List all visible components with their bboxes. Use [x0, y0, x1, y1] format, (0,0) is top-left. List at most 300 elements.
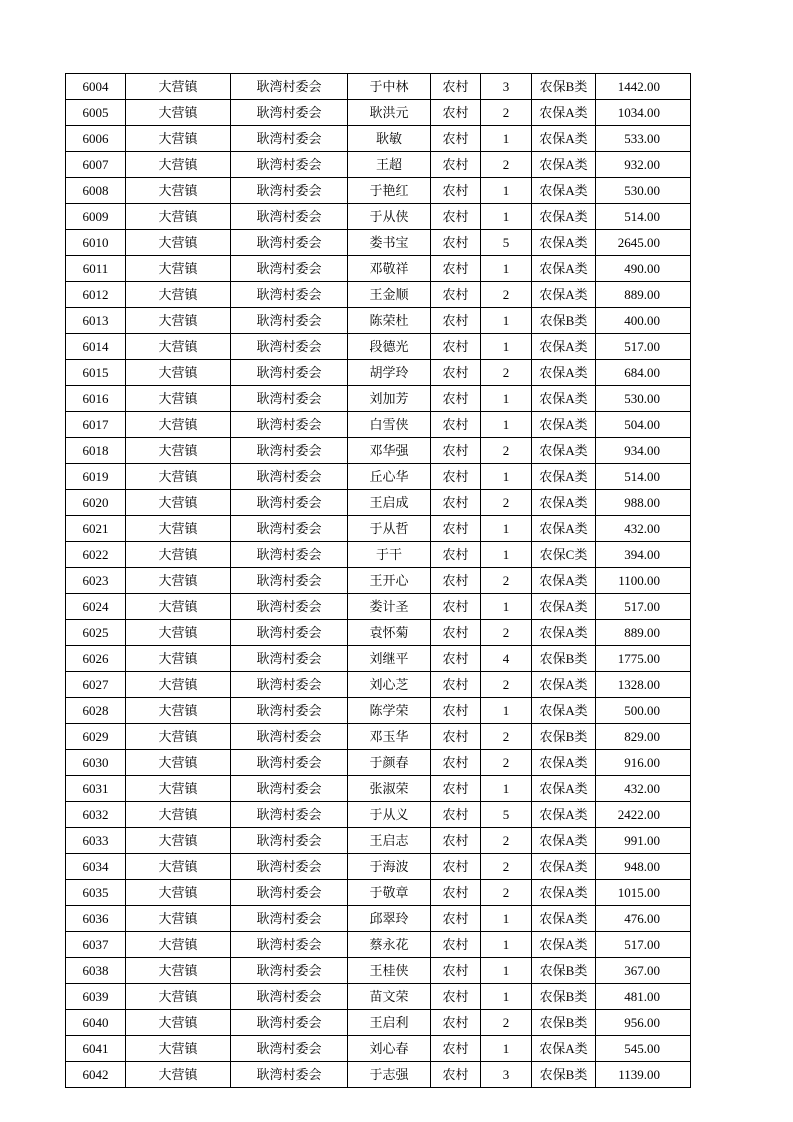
table-cell: 邱翠玲 [348, 906, 431, 932]
table-cell: 农村 [431, 516, 481, 542]
table-cell: 于艳红 [348, 178, 431, 204]
table-cell: 400.00 [596, 308, 691, 334]
table-row [66, 646, 691, 672]
table-cell: 农保B类 [532, 724, 596, 750]
table-cell: 农村 [431, 334, 481, 360]
table-row [66, 802, 691, 828]
table-row [66, 724, 691, 750]
table-cell: 533.00 [596, 126, 691, 152]
table-cell: 袁怀菊 [348, 620, 431, 646]
table-cell: 2 [481, 360, 532, 386]
table-cell: 农保A类 [532, 282, 596, 308]
table-cell: 大营镇 [126, 490, 231, 516]
table-cell: 农保A类 [532, 334, 596, 360]
table-cell: 农保A类 [532, 568, 596, 594]
table-cell: 王超 [348, 152, 431, 178]
table-cell: 1015.00 [596, 880, 691, 906]
table-cell: 耿湾村委会 [231, 984, 348, 1010]
table-cell: 1 [481, 542, 532, 568]
table-cell: 耿湾村委会 [231, 308, 348, 334]
table-cell: 大营镇 [126, 152, 231, 178]
table-cell: 蔡永花 [348, 932, 431, 958]
table-cell: 白雪侠 [348, 412, 431, 438]
table-cell: 于从侠 [348, 204, 431, 230]
table-cell: 1328.00 [596, 672, 691, 698]
table-cell: 耿湾村委会 [231, 568, 348, 594]
table-cell: 耿湾村委会 [231, 620, 348, 646]
table-cell: 农保A类 [532, 932, 596, 958]
table-cell: 684.00 [596, 360, 691, 386]
table-cell: 2 [481, 490, 532, 516]
table-cell: 农保A类 [532, 230, 596, 256]
table-cell: 耿湾村委会 [231, 360, 348, 386]
table-cell: 耿敏 [348, 126, 431, 152]
table-cell: 农村 [431, 672, 481, 698]
table-row [66, 932, 691, 958]
table-cell: 农村 [431, 308, 481, 334]
table-cell: 大营镇 [126, 282, 231, 308]
table-cell: 耿湾村委会 [231, 906, 348, 932]
table-row [66, 100, 691, 126]
table-cell: 农村 [431, 74, 481, 100]
table-cell: 6036 [66, 906, 126, 932]
table-cell: 农村 [431, 438, 481, 464]
table-cell: 王开心 [348, 568, 431, 594]
table-cell: 耿湾村委会 [231, 412, 348, 438]
table-cell: 1 [481, 412, 532, 438]
table-cell: 大营镇 [126, 802, 231, 828]
table-cell: 1 [481, 698, 532, 724]
table-cell: 农保A类 [532, 178, 596, 204]
table-cell: 6004 [66, 74, 126, 100]
table-cell: 大营镇 [126, 1036, 231, 1062]
table-cell: 耿湾村委会 [231, 958, 348, 984]
table-cell: 胡学玲 [348, 360, 431, 386]
table-row [66, 230, 691, 256]
table-cell: 1 [481, 386, 532, 412]
table-cell: 农村 [431, 230, 481, 256]
table-cell: 6034 [66, 854, 126, 880]
table-cell: 于颜春 [348, 750, 431, 776]
table-row [66, 984, 691, 1010]
table-cell: 6040 [66, 1010, 126, 1036]
table-cell: 农村 [431, 646, 481, 672]
table-cell: 大营镇 [126, 204, 231, 230]
table-cell: 6029 [66, 724, 126, 750]
table-cell: 农村 [431, 412, 481, 438]
table-cell: 农村 [431, 698, 481, 724]
table-cell: 2 [481, 100, 532, 126]
table-cell: 517.00 [596, 334, 691, 360]
table-cell: 1139.00 [596, 1062, 691, 1088]
table-cell: 大营镇 [126, 100, 231, 126]
table-cell: 大营镇 [126, 74, 231, 100]
table-cell: 农村 [431, 360, 481, 386]
table-cell: 6014 [66, 334, 126, 360]
table-row [66, 1036, 691, 1062]
table-row [66, 152, 691, 178]
table-cell: 1 [481, 932, 532, 958]
table-row [66, 750, 691, 776]
table-cell: 6017 [66, 412, 126, 438]
table-row [66, 204, 691, 230]
table-cell: 367.00 [596, 958, 691, 984]
table-cell: 农保A类 [532, 438, 596, 464]
table-cell: 1 [481, 126, 532, 152]
table-cell: 农保B类 [532, 646, 596, 672]
table-cell: 大营镇 [126, 412, 231, 438]
table-cell: 490.00 [596, 256, 691, 282]
table-cell: 1442.00 [596, 74, 691, 100]
table-cell: 6026 [66, 646, 126, 672]
table-row [66, 1010, 691, 1036]
table-cell: 王启利 [348, 1010, 431, 1036]
table-cell: 农保A类 [532, 594, 596, 620]
table-cell: 刘继平 [348, 646, 431, 672]
table-cell: 农村 [431, 542, 481, 568]
table-cell: 耿湾村委会 [231, 152, 348, 178]
table-cell: 2 [481, 672, 532, 698]
table-row [66, 828, 691, 854]
table-cell: 耿湾村委会 [231, 1036, 348, 1062]
table-cell: 2 [481, 438, 532, 464]
table-cell: 邓玉华 [348, 724, 431, 750]
table-cell: 大营镇 [126, 334, 231, 360]
table-cell: 于敬章 [348, 880, 431, 906]
table-cell: 大营镇 [126, 308, 231, 334]
table-cell: 农保C类 [532, 542, 596, 568]
table-cell: 张淑荣 [348, 776, 431, 802]
table-cell: 农保B类 [532, 74, 596, 100]
table-cell: 2645.00 [596, 230, 691, 256]
table-cell: 6006 [66, 126, 126, 152]
table-cell: 2 [481, 568, 532, 594]
table-row [66, 698, 691, 724]
table-cell: 耿湾村委会 [231, 724, 348, 750]
table-cell: 1 [481, 178, 532, 204]
table-cell: 1 [481, 984, 532, 1010]
table-cell: 农保A类 [532, 386, 596, 412]
table-cell: 农村 [431, 594, 481, 620]
table-cell: 耿湾村委会 [231, 178, 348, 204]
table-cell: 6015 [66, 360, 126, 386]
table-row [66, 178, 691, 204]
table-row [66, 880, 691, 906]
table-cell: 大营镇 [126, 542, 231, 568]
table-cell: 农村 [431, 204, 481, 230]
table-cell: 农村 [431, 880, 481, 906]
table-cell: 829.00 [596, 724, 691, 750]
table-cell: 娄计圣 [348, 594, 431, 620]
table-body [66, 74, 691, 1088]
table-cell: 476.00 [596, 906, 691, 932]
table-cell: 2 [481, 282, 532, 308]
table-cell: 农保B类 [532, 1062, 596, 1088]
table-cell: 耿湾村委会 [231, 126, 348, 152]
table-cell: 517.00 [596, 594, 691, 620]
table-cell: 1 [481, 1036, 532, 1062]
table-cell: 耿洪元 [348, 100, 431, 126]
table-cell: 农保A类 [532, 802, 596, 828]
table-cell: 大营镇 [126, 672, 231, 698]
table-cell: 农保A类 [532, 906, 596, 932]
table-cell: 6035 [66, 880, 126, 906]
table-cell: 2 [481, 620, 532, 646]
table-cell: 1 [481, 516, 532, 542]
table-cell: 农村 [431, 802, 481, 828]
table-cell: 2 [481, 1010, 532, 1036]
table-cell: 916.00 [596, 750, 691, 776]
table-row [66, 542, 691, 568]
table-cell: 大营镇 [126, 178, 231, 204]
table-cell: 2 [481, 750, 532, 776]
table-row [66, 490, 691, 516]
table-cell: 大营镇 [126, 906, 231, 932]
table-cell: 517.00 [596, 932, 691, 958]
table-row [66, 776, 691, 802]
table-cell: 大营镇 [126, 1062, 231, 1088]
table-row [66, 74, 691, 100]
table-cell: 农保A类 [532, 464, 596, 490]
table-cell: 农村 [431, 1062, 481, 1088]
table-cell: 1 [481, 464, 532, 490]
table-cell: 956.00 [596, 1010, 691, 1036]
table-cell: 农村 [431, 854, 481, 880]
table-cell: 农村 [431, 906, 481, 932]
table-cell: 农保A类 [532, 204, 596, 230]
table-cell: 农村 [431, 1036, 481, 1062]
table-cell: 6027 [66, 672, 126, 698]
table-cell: 农村 [431, 828, 481, 854]
table-cell: 大营镇 [126, 880, 231, 906]
table-cell: 段德光 [348, 334, 431, 360]
table-cell: 农村 [431, 100, 481, 126]
table-cell: 2 [481, 152, 532, 178]
table-cell: 6042 [66, 1062, 126, 1088]
table-cell: 大营镇 [126, 984, 231, 1010]
table-cell: 耿湾村委会 [231, 672, 348, 698]
table-cell: 农村 [431, 464, 481, 490]
table-cell: 农保A类 [532, 672, 596, 698]
table-cell: 丘心华 [348, 464, 431, 490]
table-cell: 1 [481, 308, 532, 334]
table-cell: 6005 [66, 100, 126, 126]
table-cell: 6028 [66, 698, 126, 724]
table-row [66, 516, 691, 542]
table-cell: 农保B类 [532, 984, 596, 1010]
table-cell: 6010 [66, 230, 126, 256]
table-cell: 1 [481, 204, 532, 230]
table-cell: 王启志 [348, 828, 431, 854]
table-cell: 农村 [431, 932, 481, 958]
table-cell: 耿湾村委会 [231, 490, 348, 516]
table-cell: 大营镇 [126, 516, 231, 542]
table-cell: 大营镇 [126, 386, 231, 412]
table-cell: 农村 [431, 750, 481, 776]
table-cell: 6007 [66, 152, 126, 178]
table-cell: 耿湾村委会 [231, 1010, 348, 1036]
table-cell: 948.00 [596, 854, 691, 880]
table-row [66, 568, 691, 594]
table-cell: 481.00 [596, 984, 691, 1010]
table-cell: 耿湾村委会 [231, 438, 348, 464]
table-cell: 6020 [66, 490, 126, 516]
table-cell: 农村 [431, 1010, 481, 1036]
table-cell: 耿湾村委会 [231, 646, 348, 672]
table-cell: 大营镇 [126, 854, 231, 880]
table-cell: 6008 [66, 178, 126, 204]
table-cell: 6023 [66, 568, 126, 594]
table-row [66, 1062, 691, 1088]
table-cell: 大营镇 [126, 594, 231, 620]
table-cell: 大营镇 [126, 776, 231, 802]
table-cell: 耿湾村委会 [231, 204, 348, 230]
table-cell: 耿湾村委会 [231, 854, 348, 880]
table-cell: 耿湾村委会 [231, 802, 348, 828]
table-cell: 娄书宝 [348, 230, 431, 256]
table-cell: 6009 [66, 204, 126, 230]
table-cell: 农村 [431, 256, 481, 282]
table-cell: 6030 [66, 750, 126, 776]
table-cell: 514.00 [596, 464, 691, 490]
table-row [66, 672, 691, 698]
table-cell: 农保A类 [532, 516, 596, 542]
table-row [66, 594, 691, 620]
table-cell: 农村 [431, 126, 481, 152]
table-cell: 耿湾村委会 [231, 1062, 348, 1088]
table-cell: 1 [481, 334, 532, 360]
table-cell: 6011 [66, 256, 126, 282]
table-cell: 农保A类 [532, 620, 596, 646]
table-cell: 农村 [431, 958, 481, 984]
benefits-table [65, 73, 691, 1088]
table-row [66, 334, 691, 360]
table-cell: 432.00 [596, 776, 691, 802]
table-cell: 545.00 [596, 1036, 691, 1062]
table-cell: 6013 [66, 308, 126, 334]
table-cell: 苗文荣 [348, 984, 431, 1010]
table-cell: 6031 [66, 776, 126, 802]
table-cell: 农保A类 [532, 100, 596, 126]
table-cell: 4 [481, 646, 532, 672]
table-cell: 耿湾村委会 [231, 516, 348, 542]
table-cell: 大营镇 [126, 750, 231, 776]
table-cell: 1100.00 [596, 568, 691, 594]
table-cell: 2422.00 [596, 802, 691, 828]
table-cell: 耿湾村委会 [231, 230, 348, 256]
table-cell: 刘心芝 [348, 672, 431, 698]
table-cell: 6024 [66, 594, 126, 620]
table-cell: 刘加芳 [348, 386, 431, 412]
table-cell: 5 [481, 802, 532, 828]
table-cell: 耿湾村委会 [231, 542, 348, 568]
table-row [66, 282, 691, 308]
table-cell: 农村 [431, 724, 481, 750]
table-cell: 2 [481, 880, 532, 906]
table-cell: 于从哲 [348, 516, 431, 542]
table-cell: 农保A类 [532, 698, 596, 724]
table-cell: 3 [481, 74, 532, 100]
table-cell: 农村 [431, 776, 481, 802]
table-cell: 耿湾村委会 [231, 828, 348, 854]
table-cell: 934.00 [596, 438, 691, 464]
table-cell: 农保A类 [532, 828, 596, 854]
table-cell: 刘心春 [348, 1036, 431, 1062]
table-cell: 农保A类 [532, 256, 596, 282]
table-cell: 932.00 [596, 152, 691, 178]
table-cell: 1 [481, 958, 532, 984]
table-cell: 988.00 [596, 490, 691, 516]
table-cell: 6012 [66, 282, 126, 308]
table-cell: 大营镇 [126, 464, 231, 490]
table-row [66, 412, 691, 438]
table-row [66, 854, 691, 880]
table-cell: 大营镇 [126, 698, 231, 724]
table-cell: 5 [481, 230, 532, 256]
table-cell: 530.00 [596, 386, 691, 412]
table-cell: 耿湾村委会 [231, 386, 348, 412]
table-cell: 农保A类 [532, 126, 596, 152]
table-cell: 农保A类 [532, 152, 596, 178]
table-cell: 2 [481, 854, 532, 880]
table-cell: 6021 [66, 516, 126, 542]
table-cell: 大营镇 [126, 1010, 231, 1036]
table-cell: 农保B类 [532, 308, 596, 334]
table-cell: 991.00 [596, 828, 691, 854]
table-cell: 6025 [66, 620, 126, 646]
table-cell: 农村 [431, 178, 481, 204]
table-cell: 耿湾村委会 [231, 334, 348, 360]
table-cell: 农保A类 [532, 776, 596, 802]
table-cell: 6041 [66, 1036, 126, 1062]
table-cell: 大营镇 [126, 828, 231, 854]
table-cell: 6038 [66, 958, 126, 984]
table-cell: 耿湾村委会 [231, 698, 348, 724]
table-cell: 大营镇 [126, 958, 231, 984]
table-cell: 农村 [431, 984, 481, 1010]
table-cell: 农保B类 [532, 1010, 596, 1036]
table-cell: 1 [481, 776, 532, 802]
table-cell: 大营镇 [126, 230, 231, 256]
table-cell: 于中林 [348, 74, 431, 100]
table-row [66, 308, 691, 334]
table-cell: 耿湾村委会 [231, 464, 348, 490]
table-cell: 6016 [66, 386, 126, 412]
table-cell: 陈荣杜 [348, 308, 431, 334]
table-cell: 农村 [431, 386, 481, 412]
table-cell: 农村 [431, 282, 481, 308]
table-cell: 6039 [66, 984, 126, 1010]
table-cell: 530.00 [596, 178, 691, 204]
table-cell: 邓华强 [348, 438, 431, 464]
table-cell: 农保B类 [532, 958, 596, 984]
table-cell: 于志强 [348, 1062, 431, 1088]
table-cell: 于干 [348, 542, 431, 568]
table-cell: 农保A类 [532, 854, 596, 880]
table-cell: 6018 [66, 438, 126, 464]
table-cell: 耿湾村委会 [231, 256, 348, 282]
table-cell: 514.00 [596, 204, 691, 230]
table-cell: 耿湾村委会 [231, 776, 348, 802]
table-cell: 6019 [66, 464, 126, 490]
table-cell: 大营镇 [126, 620, 231, 646]
table-cell: 6022 [66, 542, 126, 568]
table-cell: 农村 [431, 490, 481, 516]
table-cell: 农保A类 [532, 1036, 596, 1062]
table-cell: 889.00 [596, 620, 691, 646]
table-cell: 王金顺 [348, 282, 431, 308]
table-cell: 889.00 [596, 282, 691, 308]
